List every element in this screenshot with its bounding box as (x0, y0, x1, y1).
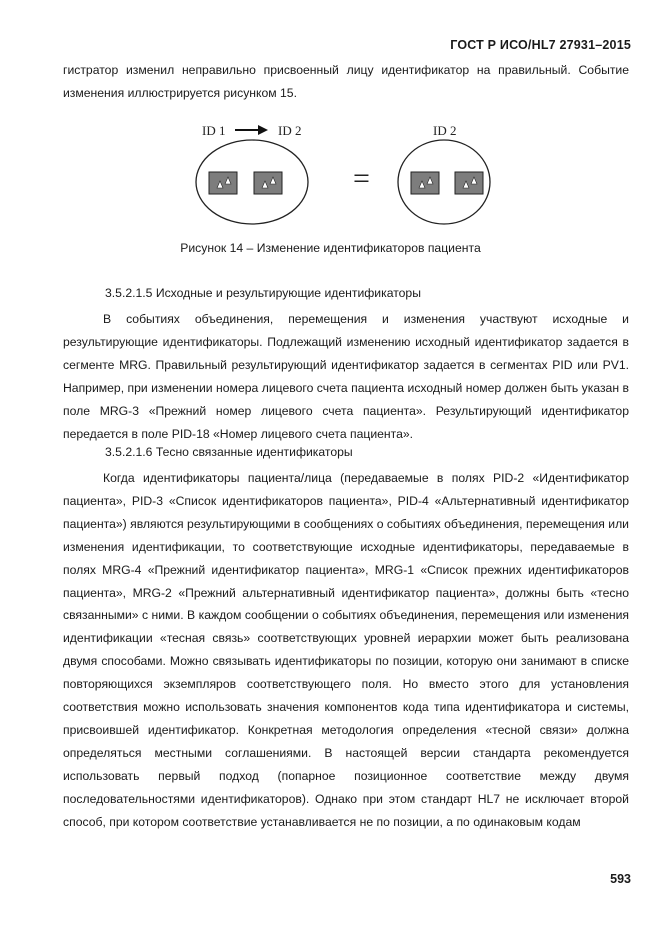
record-icon (209, 172, 237, 194)
equals-sign: = (353, 162, 370, 195)
section-heading: 3.5.2.1.5 Исходные и результирующие идентификаторы (105, 286, 421, 300)
document-header: ГОСТ Р ИСО/HL7 27931–2015 (450, 38, 631, 52)
label-id1: ID 1 (202, 123, 226, 138)
label-id2-left: ID 2 (278, 123, 302, 138)
record-icon (411, 172, 439, 194)
page-number: 593 (610, 872, 631, 886)
figure-14 (0, 112, 661, 237)
figure-caption: Рисунок 14 – Изменение идентификаторов пациента (180, 241, 481, 255)
arrow-right-icon (235, 125, 268, 135)
section-paragraph: Когда идентификаторы пациента/лица (передаваемые в полях PID-2 «Идентификатор пациента», PID-3 «Список идентификаторов пациента», PID-4 «Альтернативный идентификатор пациента») являются результирующими в сообщениях о событиях объединения, перемещения или изменения идентификации, то соответствующие исходные идентификаторы, передаваемые в полях MRG-4 «Прежний идентификатор пациента», MRG-1 «Список прежних идентификаторов пациента», MRG-2 «Прежний альтернативный идентификатор пациента», должны быть «тесно связанными» с ними. В каждом сообщении о событиях объединения, перемещения или изменения идентификации «тесная связь» соответствующих уровней иерархии может быть реализована двумя способами. Можно связывать идентификаторы по позиции, которую они занимают в списке повторяющихся экземпляров соответствующего поля. Но вместо этого для установления соответствия можно использовать значения компонентов кода типа идентификатора и системы, присвоившей идентификатор. Конкретная методология определения «тесной связи» должна определяться местными соглашениями. В настоящей версии стандарта рекомендуется использовать первый подход (попарное позиционное соответствие между двумя последовательностями идентификаторов). Однако при этом стандарт HL7 не исключает второй способ, при котором соответствие устанавливается не по позиции, а по одинаковым кодам (63, 471, 629, 829)
label-id2-right: ID 2 (433, 123, 457, 138)
record-icon (455, 172, 483, 194)
intro-paragraph: гистратор изменил неправильно присвоенный лицу идентификатор на правильный. Событие изменения иллюстрируется рисунком 15. (63, 63, 629, 100)
section-paragraph: В событиях объединения, перемещения и изменения участвуют исходные и результирующие идентификаторы. Подлежащий изменению исходный идентификатор задается в сегменте MRG. Правильный результирующий идентификатор задается в сегментах PID или PV1. Например, при изменении номера лицевого счета пациента исходный номер должен быть указан в поле MRG-3 «Прежний номер лицевого счета пациента». Результирующий идентификатор передается в поле PID-18 «Номер лицевого счета пациента». (63, 312, 629, 441)
record-icon (254, 172, 282, 194)
section-heading: 3.5.2.1.6 Тесно связанные идентификаторы (105, 445, 353, 459)
